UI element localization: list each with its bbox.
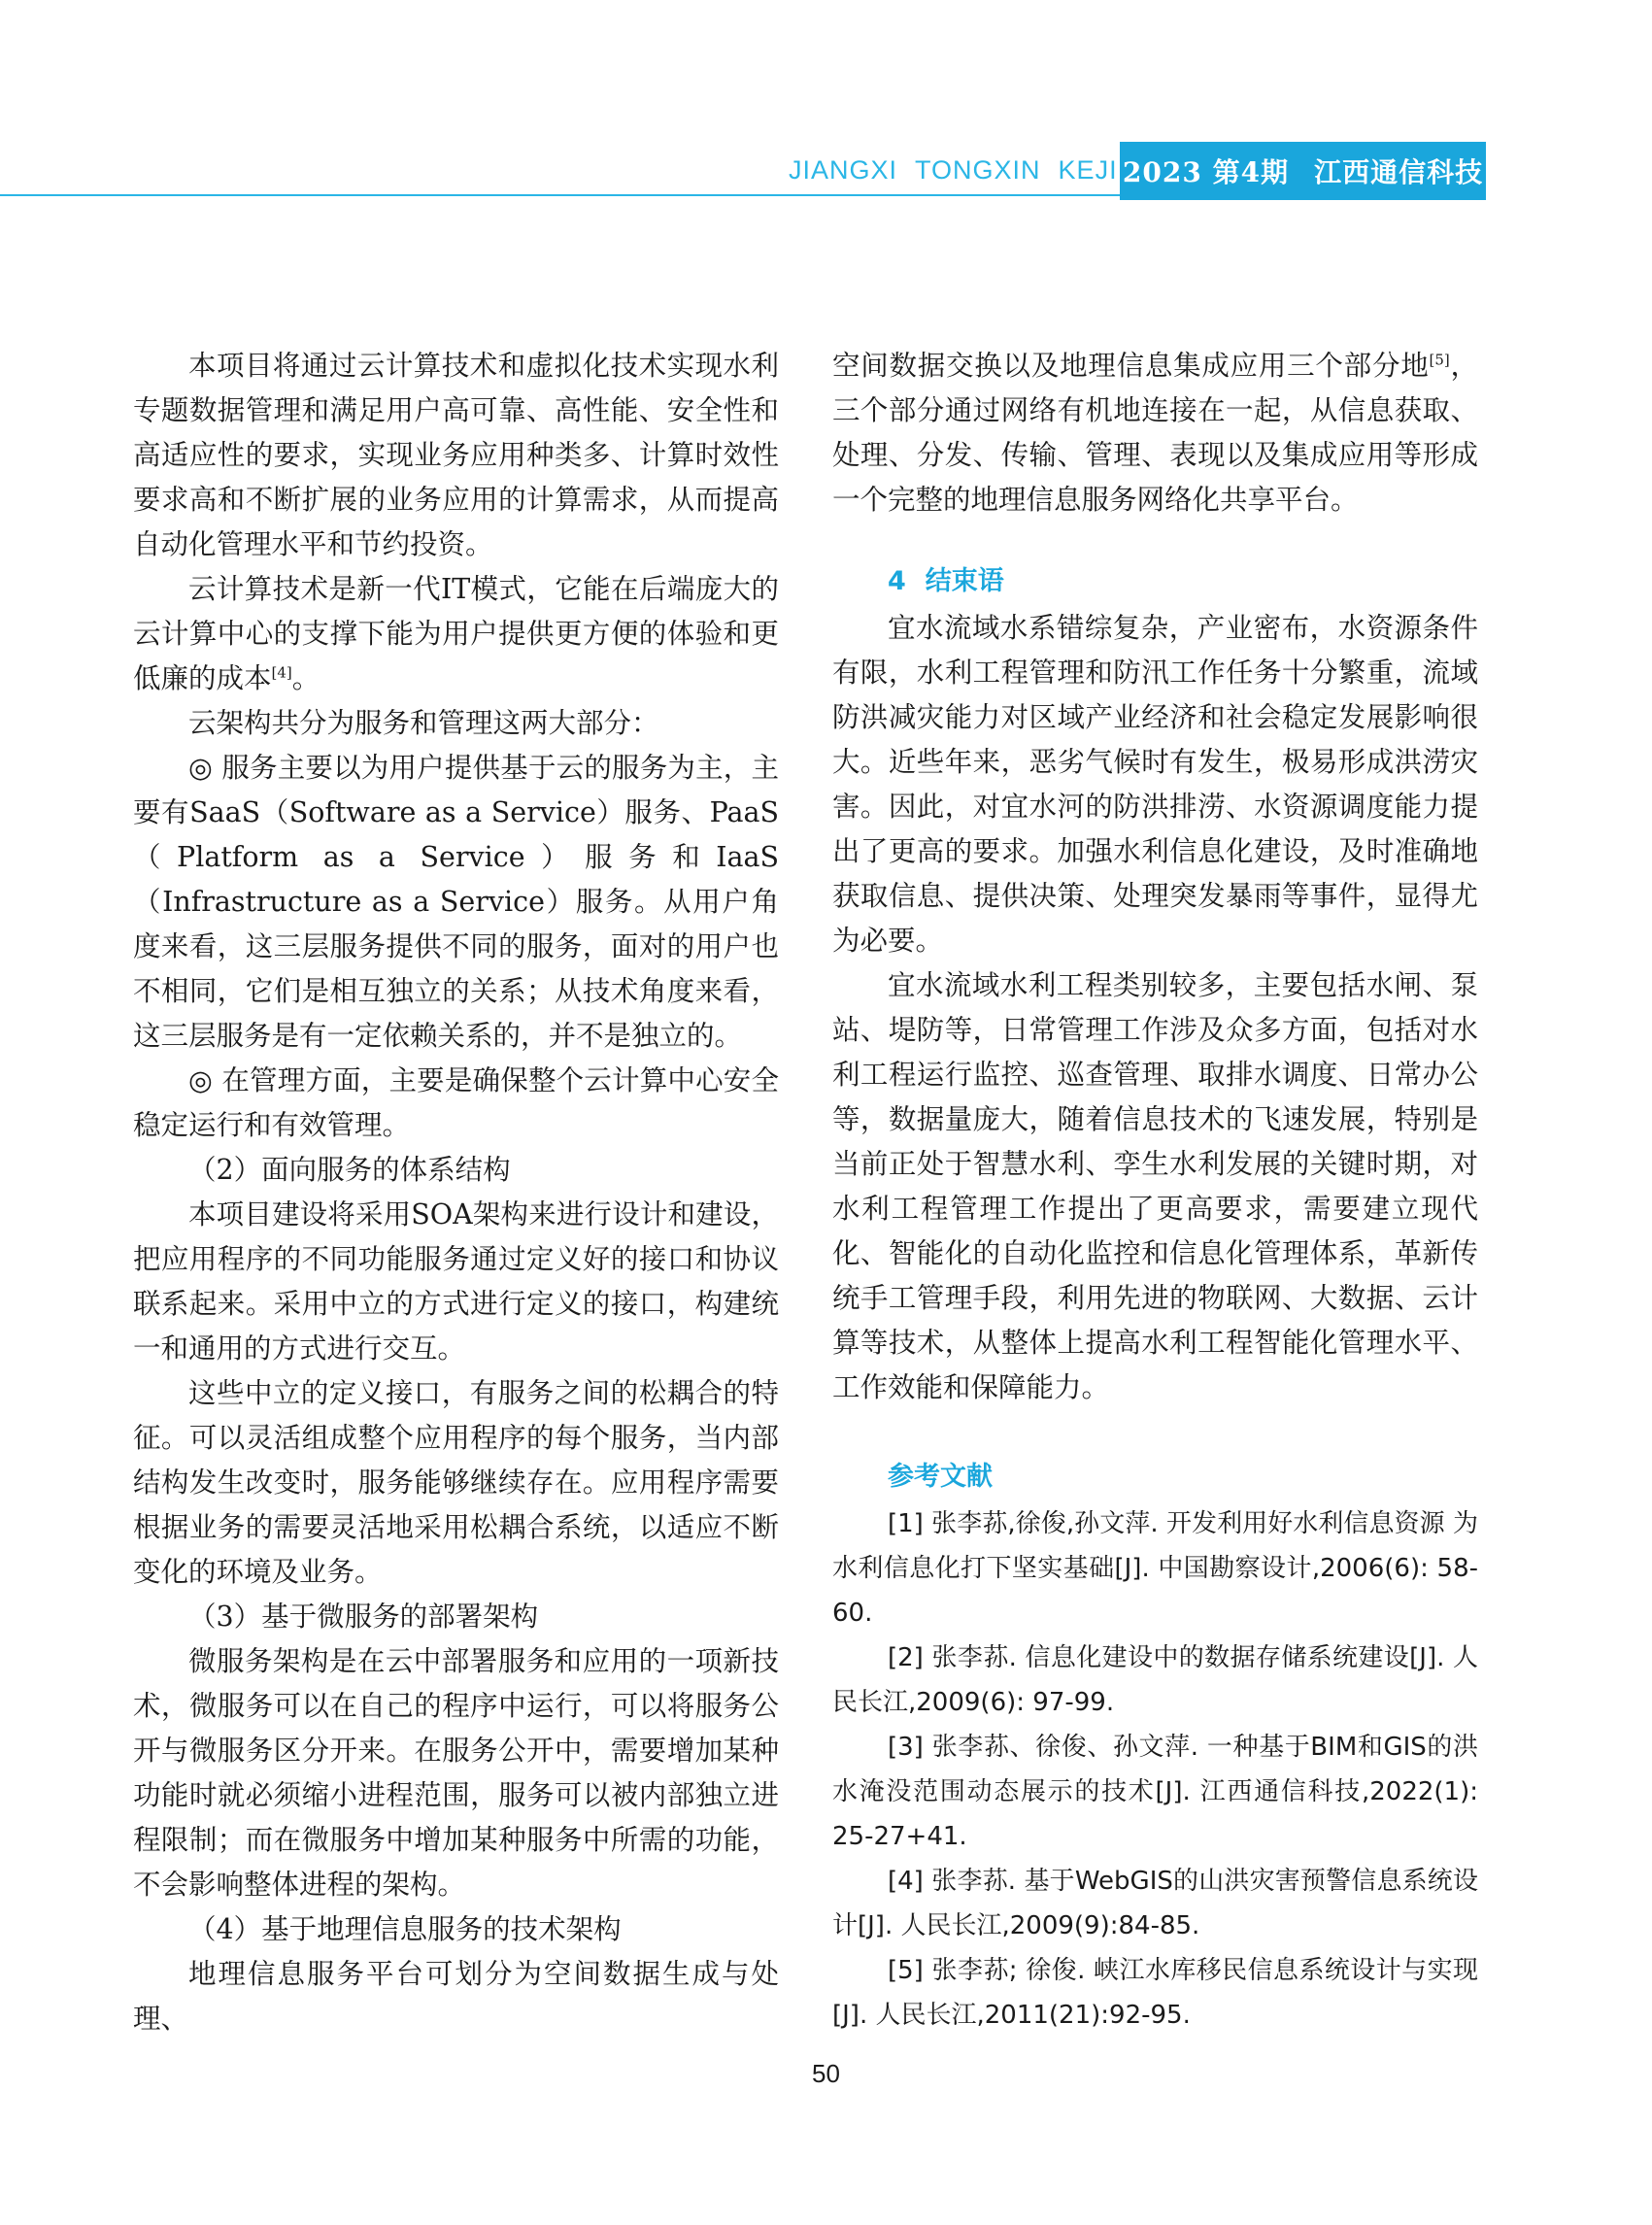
- section-number: 4: [888, 566, 906, 596]
- paragraph: 云架构共分为服务和管理这两大部分：: [188, 707, 659, 739]
- paragraph: [832, 344, 1478, 523]
- left-column: [133, 344, 779, 2041]
- paragraph: 本项目将通过云计算技术和虚拟化技术实现水利专题数据管理和满足用户高可靠、高性能、安全性和高适应性的要求，实现业务应用种类多、计算时效性要求高和不断扩展的业务应用的计算需求，从而提高自动化管理水平和节约投资。: [133, 350, 779, 560]
- paragraph-text: 空间数据交换以及地理信息集成应用三个部分地: [832, 350, 1430, 382]
- page-number: 50: [812, 2059, 840, 2088]
- section-title: 结束语: [925, 566, 1004, 596]
- paragraph-text: 云计算技术是新一代IT模式，它能在后端庞大的云计算中心的支撑下能为用户提供更方便的体验和更低廉的成本: [133, 573, 779, 694]
- latin-word: KEJI: [1058, 155, 1118, 185]
- reference-item: [2] 张李荪. 信息化建设中的数据存储系统建设[J]. 人民长江,2009(6): 97-99.: [832, 1643, 1478, 1717]
- paragraph: ◎ 在管理方面，主要是确保整个云计算中心安全稳定运行和有效管理。: [133, 1064, 779, 1141]
- paragraph: 这些中立的定义接口，有服务之间的松耦合的特征。可以灵活组成整个应用程序的每个服务，当内部结构发生改变时，服务能够继续存在。应用程序需要根据业务的需要灵活地采用松耦合系统，以适应不断变化的环境及业务。: [133, 1377, 779, 1588]
- reference-item: [5] 张李荪; 徐俊. 峡江水库移民信息系统设计与实现[J]. 人民长江,2011(21):92-95.: [832, 1956, 1478, 2030]
- citation: [5]: [1429, 351, 1450, 369]
- right-column: [832, 344, 1478, 2038]
- paragraph: 微服务架构是在云中部署服务和应用的一项新技术，微服务可以在自己的程序中运行，可以将服务公开与微服务区分开来。在服务公开中，需要增加某种功能时就必须缩小进程范围，服务可以被内部独立进程限制；而在微服务中增加某种服务中所需的功能，不会影响整体进程的架构。: [133, 1645, 779, 1901]
- latin-word: JIANGXI: [789, 155, 898, 185]
- subheading: （2）面向服务的体系结构: [188, 1154, 511, 1186]
- reference-item: [1] 张李荪,徐俊,孙文萍. 开发利用好水利信息资源 为水利信息化打下坚实基础[J]. 中国勘察设计,2006(6): 58-60.: [832, 1509, 1478, 1628]
- paragraph-tail: 。: [291, 662, 320, 694]
- journal-name: 江西通信科技: [1314, 156, 1484, 188]
- reference-item: [3] 张李荪、徐俊、孙文萍. 一种基于BIM和GIS的洪水淹没范围动态展示的技术[J]. 江西通信科技,2022(1): 25-27+41.: [832, 1733, 1478, 1851]
- subheading: （4）基于地理信息服务的技术架构: [188, 1913, 622, 1945]
- paragraph: 宜水流域水系错综复杂，产业密布，水资源条件有限，水利工程管理和防汛工作任务十分繁重，流域防洪减灾能力对区域产业经济和社会稳定发展影响很大。近些年来，恶劣气候时有发生，极易形成洪涝灾害。因此，对宜水河的防洪排涝、水资源调度能力提出了更高的要求。加强水利信息化建设，及时准确地获取信息、提供决策、处理突发暴雨等事件，显得尤为必要。: [832, 612, 1478, 957]
- issue-label: 2023 第4期: [1122, 156, 1290, 188]
- paragraph: ◎ 服务主要以为用户提供基于云的服务为主，主要有SaaS（Software as a Service）服务、PaaS（Platform as a Service）服务和IaaS（Infrastructure as a Service）服务。从用户角度来看，这三层服务提供不同的服务，面对的用户也不相同，它们是相互独立的关系；从技术角度来看，这三层服务是有一定依赖关系的，并不是独立的。: [133, 752, 779, 1052]
- paragraph: 本项目建设将采用SOA架构来进行设计和建设，把应用程序的不同功能服务通过定义好的接口和协议联系起来。采用中立的方式进行定义的接口，构建统一和通用的方式进行交互。: [133, 1198, 779, 1365]
- references-heading: 参考文献: [888, 1462, 993, 1492]
- subheading: （3）基于微服务的部署架构: [188, 1601, 539, 1633]
- section-heading: [832, 559, 1478, 604]
- journal-issue-badge: [1120, 142, 1486, 200]
- journal-latin-name: [789, 155, 1119, 185]
- citation: [4]: [271, 663, 292, 682]
- latin-word: TONGXIN: [915, 155, 1041, 185]
- paragraph: [133, 567, 779, 701]
- reference-item: [4] 张李荪. 基于WebGIS的山洪灾害预警信息系统设计[J]. 人民长江,2009(9):84-85.: [832, 1867, 1478, 1940]
- paragraph: 地理信息服务平台可划分为空间数据生成与处理、: [133, 1958, 779, 2035]
- paragraph-tail: ，三个部分通过网络有机地连接在一起，从信息获取、处理、分发、传输、管理、表现以及集成应用等形成一个完整的地理信息服务网络化共享平台。: [832, 350, 1478, 516]
- paragraph: 宜水流域水利工程类别较多，主要包括水闸、泵站、堤防等，日常管理工作涉及众多方面，包括对水利工程运行监控、巡查管理、取排水调度、日常办公等，数据量庞大，随着信息技术的飞速发展，特别是当前正处于智慧水利、孪生水利发展的关键时期，对水利工程管理工作提出了更高要求，需要建立现代化、智能化的自动化监控和信息化管理体系，革新传统手工管理手段，利用先进的物联网、大数据、云计算等技术，从整体上提高水利工程智能化管理水平、工作效能和保障能力。: [832, 969, 1478, 1403]
